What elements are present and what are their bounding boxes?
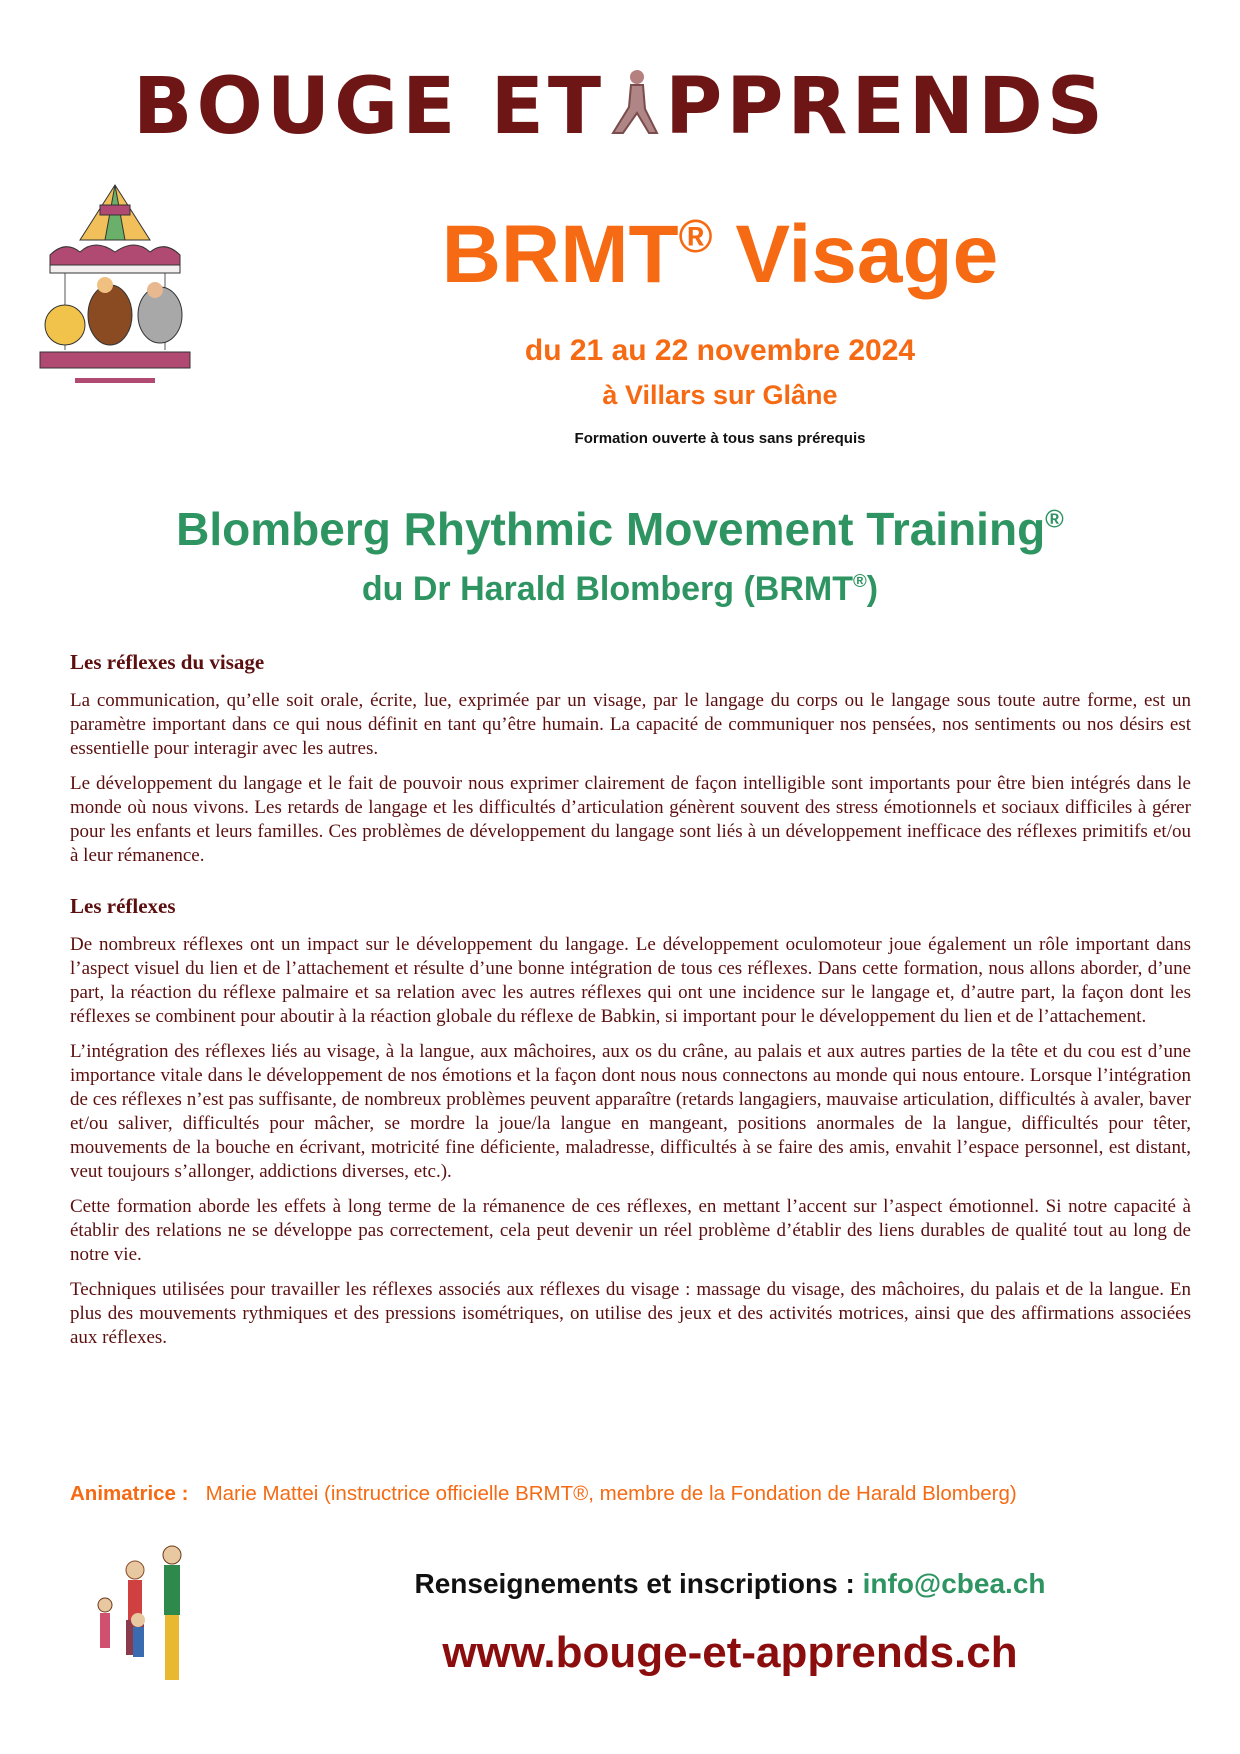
contact-line — [260, 1568, 1200, 1600]
paragraph: De nombreux réflexes ont un impact sur le développement du langage. Le développement oculomoteur joue également un rôle important dans l’aspect visuel du lien et de l’attachement et résulte d’une bonne intégration de tous ces réflexes. Dans cette formation, nous allons aborder, d’une part, la réaction du réflexe palmaire et sa relation avec les autres réflexes qui ont une incidence sur le langage et, d’autre part, la façon dont les réflexes se combinent pour aboutir à la réaction globale du réflexe de Babkin, si important pour le développement du lien et de l’attachement. — [70, 934, 1191, 1027]
instructor-text: Marie Mattei (instructrice officielle BRMT®, membre de la Fondation de Harald Blomberg) — [205, 1482, 1017, 1505]
instructor-line — [70, 1482, 1017, 1506]
paragraph: Cette formation aborde les effets à long terme de la rémanence de ces réflexes, en mettant l’accent sur l’aspect émotionnel. Si notre capacité à établir des relations ne se développe pas correctement, cela peut devenir un réel problème d’établir des liens durables de qualité tout au long de notre vie. — [70, 1196, 1191, 1265]
registered-mark: ® — [1045, 505, 1064, 534]
paragraph: Le développement du langage et le fait de pouvoir nous exprimer clairement de façon intelligible sont importants pour être bien intégrés dans le monde où nous vivons. Les retards de langage et les difficultés d’articulation génèrent souvent des stress émotionnels et sociaux difficiles à gérer pour les enfants et leurs familles. Ces problèmes de développement du langage sont liés à un développement inefficace des réflexes primitifs et/ou à leur rémanence. — [70, 773, 1191, 866]
paragraph: L’intégration des réflexes liés au visage, à la langue, aux mâchoires, aux os du crâne, au palais et aux autres parties de la tête et du cou est d’une importance vitale dans le développement de nos émotions et la façon dont nous nous connectons au monde qui nous entoure. Lorsque l’intégration de ces réflexes n’est pas suffisante, de nombreux problèmes peuvent apparaître (retards langagiers, mauvaise articulation, difficultés à avaler, baver et/ou saliver, difficultés pour mâcher, se mordre la joue/la langue en mangeant, positions anormales de la langue, difficultés pour têter, mouvements de la bouche en écrivant, motricité fine déficiente, maladresse, difficultés à se faire des amis, envahit l’espace personnel, est distant, veut toujours s’allonger, addictions diverses, etc.). — [70, 1041, 1191, 1182]
program-heading-text: Blomberg Rhythmic Movement Training — [176, 503, 1046, 555]
website-link[interactable]: www.bouge-et-apprends.ch — [442, 1628, 1018, 1677]
registered-mark: ® — [678, 210, 713, 262]
carousel-illustration — [35, 180, 215, 390]
brand-logo — [0, 62, 1240, 152]
section-heading: Les réflexes — [70, 894, 176, 918]
logo-text-left: BOUGE ET — [133, 62, 606, 152]
moving-figure-icon — [605, 67, 665, 137]
event-dates: du 21 au 22 novembre 2024 — [524, 334, 916, 367]
title-word: Visage — [735, 209, 999, 300]
paragraph: Techniques utilisées pour travailler les réflexes associés aux réflexes du visage : massage du visage, des mâchoires, du palais et de la langue. En plus des mouvements rythmiques et des pressions isométriques, on utilise des jeux et des activités motrices, ainsi que des affirmations associées aux réflexes. — [70, 1279, 1191, 1348]
subheading-text: du Dr Harald Blomberg (BRMT — [361, 570, 853, 609]
title-acronym: BRMT — [441, 209, 679, 300]
instructor-label: Animatrice : — [70, 1482, 189, 1505]
program-heading — [0, 502, 1240, 556]
section-heading: Les réflexes du visage — [70, 650, 265, 674]
event-location: à Villars sur Glâne — [602, 380, 838, 410]
contact-label: Renseignements et inscriptions : — [414, 1568, 855, 1599]
paragraph: La communication, qu’elle soit orale, écrite, lue, exprimée par un visage, par le langage du corps ou le langage sous toute autre forme, est un paramètre important dans ce qui nous définit en tant qu’être humain. La capacité de communiquer nos pensées, nos sentiments ou nos désirs est essentielle pour interagir avec les autres. — [70, 690, 1191, 759]
email-link[interactable]: info@cbea.ch — [862, 1568, 1046, 1599]
subheading-close: ) — [866, 570, 879, 609]
program-subheading — [0, 570, 1240, 609]
main-content — [70, 650, 1191, 1361]
event-title — [300, 208, 1140, 302]
family-illustration — [90, 1545, 200, 1685]
registered-mark: ® — [853, 570, 867, 591]
event-audience: Formation ouverte à tous sans prérequis — [574, 430, 866, 447]
logo-text-right: PPRENDS — [665, 62, 1107, 152]
